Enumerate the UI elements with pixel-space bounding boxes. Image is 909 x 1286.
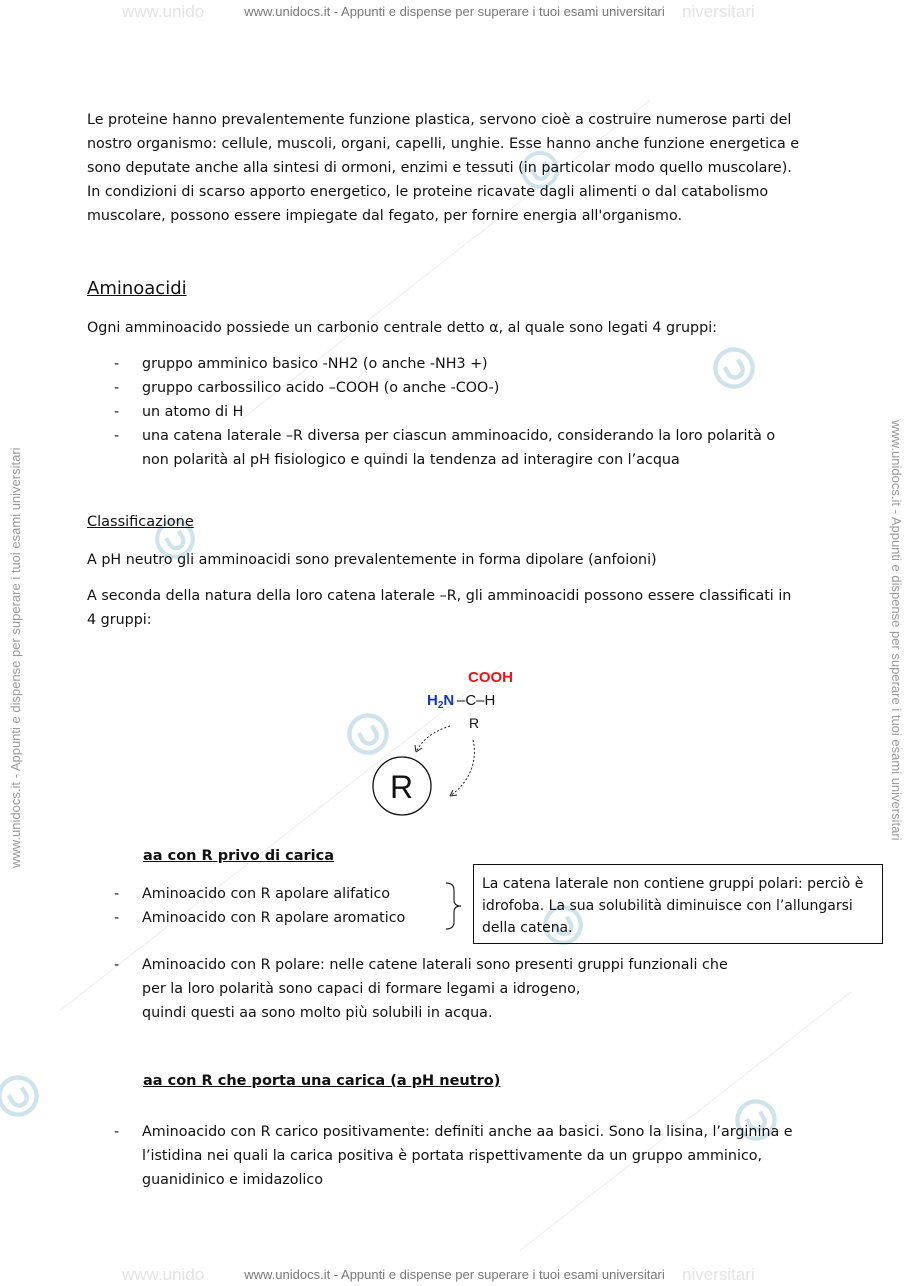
charged-list: [87, 1120, 827, 1144]
intro-line: muscolare, possono essere impiegate dal fegato, per fornire energia all'organismo.: [87, 208, 682, 224]
list-item: - gruppo amminico basico -NH2 (o anche -NH3 +): [87, 352, 827, 376]
aminoacidi-intro: Ogni amminoacido possiede un carbonio centrale detto α, al quale sono legati 4 gruppi:: [87, 320, 717, 336]
watermark-ghost-right: niversitari: [682, 2, 755, 21]
amino-acid-formula-diagram: [370, 660, 550, 825]
formula-chain: –C–H: [457, 692, 496, 709]
list-item: - Aminoacido con R polare: nelle catene laterali sono presenti gruppi funzionali che: [87, 953, 827, 977]
watermark-ghost-left: www.unido: [122, 1265, 205, 1284]
aminoacidi-heading: Aminoacidi: [87, 278, 187, 299]
watermark-ghost-right: niversitari: [682, 1265, 755, 1284]
classificazione-heading: Classificazione: [87, 514, 194, 530]
list-item: - un atomo di H: [87, 400, 827, 424]
watermark-bottom: www.unidocs.it - Appunti e dispense per superare i tuoi esami universitari: [244, 1267, 665, 1282]
intro-paragraph: [87, 108, 827, 228]
list-item: - Aminoacido con R apolare aromatico: [87, 906, 827, 930]
intro-line: Le proteine hanno prevalentemente funzione plastica, servono cioè a costruire numerose parti del: [87, 112, 792, 128]
charged-continuation: l’istidina nei quali la carica positiva è portata rispettivamente da un gruppo amminico,: [142, 1148, 763, 1164]
list-item: - Aminoacido con R carico positivamente: definiti anche aa basici. Sono la lisina, l’arginina e: [87, 1120, 827, 1144]
brace-icon: [444, 882, 464, 930]
formula-r-small: R: [469, 715, 480, 731]
unidocs-logo-icon: [0, 1072, 42, 1120]
note-box: La catena laterale non contiene gruppi polari: perciò è idrofoba. La sua solubilità diminuisce con l’allungarsi della catena.: [473, 864, 883, 944]
list-item-continuation: non polarità al pH fisiologico e quindi la tendenza ad interagire con l’acqua: [142, 452, 680, 468]
arrow-right: [450, 740, 474, 796]
intro-line: sono deputate anche alla sintesi di ormoni, enzimi e tessuti (in particolar modo quello muscolare).: [87, 160, 792, 176]
charged-title: aa con R che porta una carica (a pH neutro): [143, 1073, 501, 1089]
aminoacidi-groups-list: [87, 352, 827, 448]
charged-continuation: guanidinico e imidazolico: [142, 1172, 324, 1188]
list-item: - una catena laterale –R diversa per ciascun amminoacido, considerando la loro polarità o: [87, 424, 827, 448]
formula-cooh: COOH: [468, 669, 513, 686]
classificazione-line: A seconda della natura della loro catena laterale –R, gli amminoacidi possono essere classificati in: [87, 588, 792, 604]
polar-continuation: quindi questi aa sono molto più solubili in acqua.: [142, 1005, 493, 1021]
intro-line: nostro organismo: cellule, muscoli, organi, capelli, unghie. Esse hanno anche funzione energetica e: [87, 136, 800, 152]
intro-line: In condizioni di scarso apporto energetico, le proteine ricavate dagli alimenti o dal catabolismo: [87, 184, 769, 200]
classificazione-line: A pH neutro gli amminoacidi sono prevalentemente in forma dipolare (anfoioni): [87, 552, 657, 568]
watermark-ghost-left: www.unido: [122, 2, 205, 21]
list-item: - gruppo carbossilico acido –COOH (o anche -COO-): [87, 376, 827, 400]
uncharged-title: aa con R privo di carica: [143, 848, 334, 864]
list-item: - Aminoacido con R apolare alifatico: [87, 882, 827, 906]
polar-list: [87, 953, 827, 977]
polar-continuation: per la loro polarità sono capaci di formare legami a idrogeno,: [142, 981, 581, 997]
classificazione-line: 4 gruppi:: [87, 612, 152, 628]
watermark-side-left: www.unidocs.it - Appunti e dispense per superare i tuoi esami universitari: [8, 447, 23, 868]
watermark-side-right: www.unidocs.it - Appunti e dispense per superare i tuoi esami universitari: [889, 420, 904, 841]
formula-amine: $H_2N$: [427, 692, 455, 711]
watermark-top: www.unidocs.it - Appunti e dispense per superare i tuoi esami universitari: [244, 4, 665, 19]
formula-r-big: R: [390, 769, 414, 805]
